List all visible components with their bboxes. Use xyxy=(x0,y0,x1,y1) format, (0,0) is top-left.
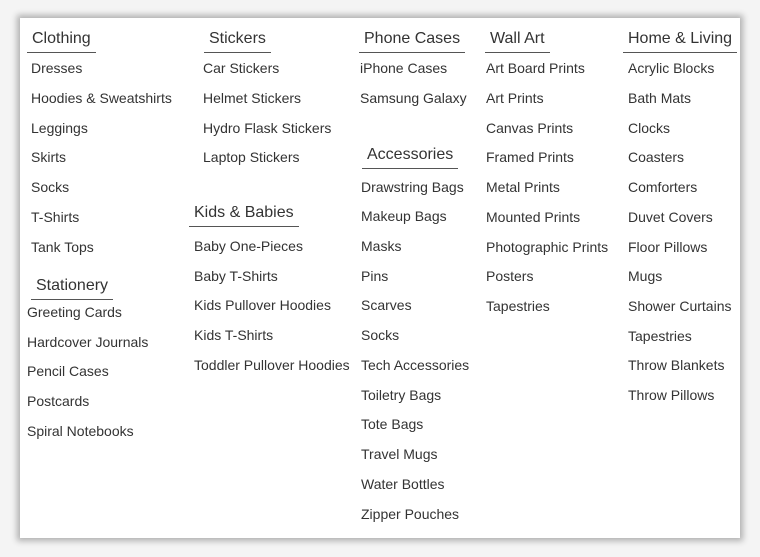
heading-kids-babies[interactable]: Kids & Babies xyxy=(189,204,299,227)
link-tech-accessories[interactable]: Tech Accessories xyxy=(361,357,470,373)
link-makeup-bags[interactable]: Makeup Bags xyxy=(361,208,447,224)
link-comforters[interactable]: Comforters xyxy=(628,179,698,195)
link-home-tapestries[interactable]: Tapestries xyxy=(628,328,692,344)
link-canvas-prints[interactable]: Canvas Prints xyxy=(486,120,574,136)
link-postcards[interactable]: Postcards xyxy=(27,393,90,409)
heading-wall-art[interactable]: Wall Art xyxy=(485,30,550,53)
link-bath-mats[interactable]: Bath Mats xyxy=(628,90,692,106)
link-tote-bags[interactable]: Tote Bags xyxy=(361,416,424,432)
link-baby-one-pieces[interactable]: Baby One-Pieces xyxy=(194,238,303,254)
link-water-bottles[interactable]: Water Bottles xyxy=(361,476,445,492)
link-hydro-flask-stickers[interactable]: Hydro Flask Stickers xyxy=(203,120,332,136)
link-accessories-socks[interactable]: Socks xyxy=(361,327,400,343)
heading-accessories[interactable]: Accessories xyxy=(362,146,458,169)
heading-clothing[interactable]: Clothing xyxy=(27,30,96,53)
link-photographic-prints[interactable]: Photographic Prints xyxy=(486,239,609,255)
link-drawstring-bags[interactable]: Drawstring Bags xyxy=(361,179,464,195)
link-floor-pillows[interactable]: Floor Pillows xyxy=(628,239,708,255)
link-acrylic-blocks[interactable]: Acrylic Blocks xyxy=(628,60,715,76)
link-tank-tops[interactable]: Tank Tops xyxy=(31,239,94,255)
link-duvet-covers[interactable]: Duvet Covers xyxy=(628,209,713,225)
link-leggings[interactable]: Leggings xyxy=(31,120,88,136)
link-wall-art-tapestries[interactable]: Tapestries xyxy=(486,298,550,314)
link-t-shirts[interactable]: T-Shirts xyxy=(31,209,80,225)
link-skirts[interactable]: Skirts xyxy=(31,149,66,165)
link-laptop-stickers[interactable]: Laptop Stickers xyxy=(203,149,300,165)
link-pins[interactable]: Pins xyxy=(361,268,389,284)
link-zipper-pouches[interactable]: Zipper Pouches xyxy=(361,506,460,522)
heading-stickers[interactable]: Stickers xyxy=(204,30,271,53)
link-iphone-cases[interactable]: iPhone Cases xyxy=(360,60,448,76)
link-art-prints[interactable]: Art Prints xyxy=(486,90,544,106)
link-throw-pillows[interactable]: Throw Pillows xyxy=(628,387,715,403)
heading-phone-cases[interactable]: Phone Cases xyxy=(359,30,465,53)
link-dresses[interactable]: Dresses xyxy=(31,60,83,76)
link-hardcover-journals[interactable]: Hardcover Journals xyxy=(27,334,149,350)
link-scarves[interactable]: Scarves xyxy=(361,297,412,313)
link-metal-prints[interactable]: Metal Prints xyxy=(486,179,560,195)
link-art-board-prints[interactable]: Art Board Prints xyxy=(486,60,585,76)
link-coasters[interactable]: Coasters xyxy=(628,149,685,165)
heading-home-living[interactable]: Home & Living xyxy=(623,30,737,53)
link-greeting-cards[interactable]: Greeting Cards xyxy=(27,304,122,320)
link-travel-mugs[interactable]: Travel Mugs xyxy=(361,446,438,462)
link-shower-curtains[interactable]: Shower Curtains xyxy=(628,298,732,314)
link-posters[interactable]: Posters xyxy=(486,268,534,284)
link-mounted-prints[interactable]: Mounted Prints xyxy=(486,209,581,225)
link-mugs[interactable]: Mugs xyxy=(628,268,663,284)
link-throw-blankets[interactable]: Throw Blankets xyxy=(628,357,725,373)
link-framed-prints[interactable]: Framed Prints xyxy=(486,149,574,165)
link-samsung-galaxy[interactable]: Samsung Galaxy xyxy=(360,90,467,106)
link-kids-pullover-hoodies[interactable]: Kids Pullover Hoodies xyxy=(194,297,331,313)
link-hoodies-sweatshirts[interactable]: Hoodies & Sweatshirts xyxy=(31,90,172,106)
link-toiletry-bags[interactable]: Toiletry Bags xyxy=(361,387,442,403)
link-kids-t-shirts[interactable]: Kids T-Shirts xyxy=(194,327,274,343)
link-spiral-notebooks[interactable]: Spiral Notebooks xyxy=(27,423,134,439)
link-socks[interactable]: Socks xyxy=(31,179,70,195)
link-clocks[interactable]: Clocks xyxy=(628,120,671,136)
link-masks[interactable]: Masks xyxy=(361,238,402,254)
link-helmet-stickers[interactable]: Helmet Stickers xyxy=(203,90,302,106)
category-menu-panel xyxy=(20,18,740,538)
link-toddler-pullover-hoodies[interactable]: Toddler Pullover Hoodies xyxy=(194,357,350,373)
heading-stationery[interactable]: Stationery xyxy=(31,277,113,300)
link-pencil-cases[interactable]: Pencil Cases xyxy=(27,363,109,379)
link-baby-t-shirts[interactable]: Baby T-Shirts xyxy=(194,268,278,284)
link-car-stickers[interactable]: Car Stickers xyxy=(203,60,280,76)
